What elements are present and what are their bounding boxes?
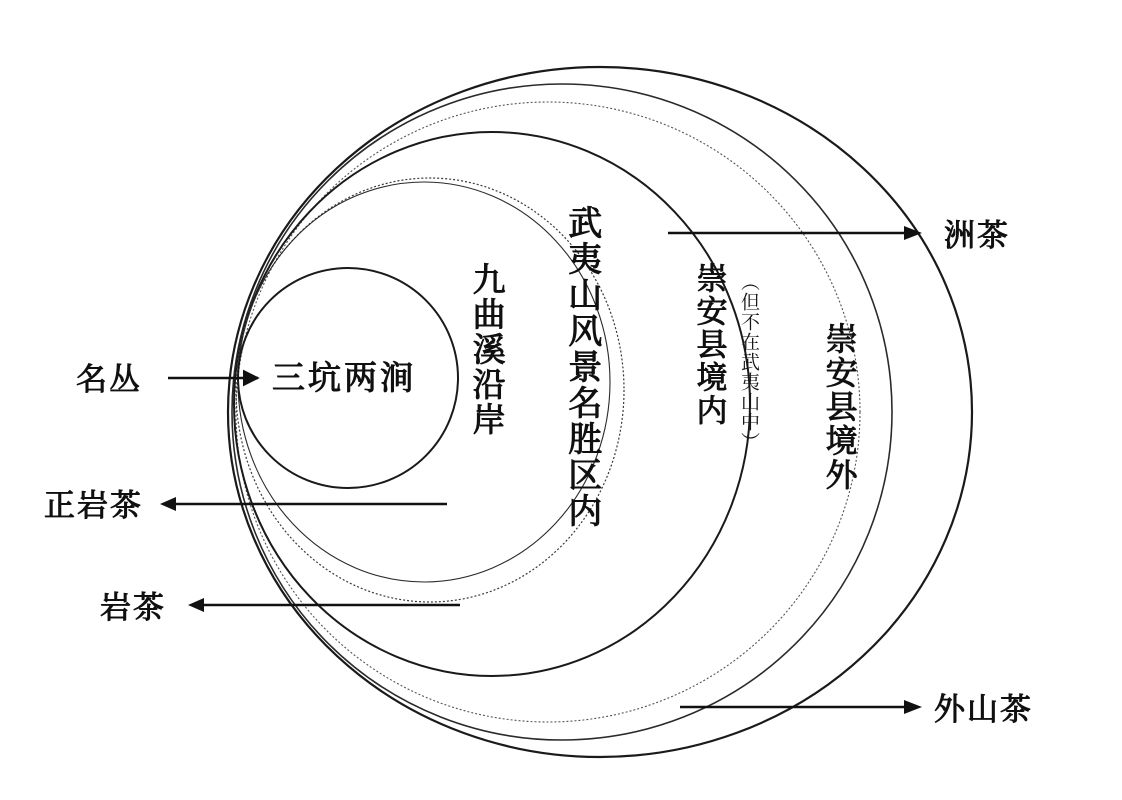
label-center-three-pits: 三坑两涧 bbox=[272, 361, 416, 397]
callout-label-mingcong: 名丛 bbox=[76, 362, 142, 397]
callout-label-zhoucha: 洲茶 bbox=[944, 218, 1010, 253]
leader-arrowhead-zhengyancha bbox=[160, 497, 176, 511]
label-ring-jiuqu-stream: 九曲溪沿岸 bbox=[467, 262, 504, 437]
callout-label-yancha: 岩茶 bbox=[100, 590, 166, 625]
label-ring-chongan-outside: 崇安县境外 bbox=[821, 322, 858, 492]
callout-label-waishancha: 外山茶 bbox=[934, 692, 1033, 727]
label-ring-chongan-inside-note: （但不在武夷山中） bbox=[738, 272, 759, 452]
circle-chongan-inside-inner bbox=[236, 102, 860, 722]
label-ring-chongan-inside: 崇安县境内 bbox=[691, 262, 727, 427]
leader-arrowhead-zhoucha bbox=[904, 226, 922, 240]
circle-chongan-inside-outer bbox=[232, 84, 892, 740]
callout-label-zhengyancha: 正岩茶 bbox=[44, 488, 143, 523]
label-ring-scenic-area: 武夷山风景名胜区内 bbox=[562, 205, 600, 529]
leader-arrowhead-waishancha bbox=[904, 700, 922, 714]
leader-arrowhead-yancha bbox=[188, 598, 204, 612]
